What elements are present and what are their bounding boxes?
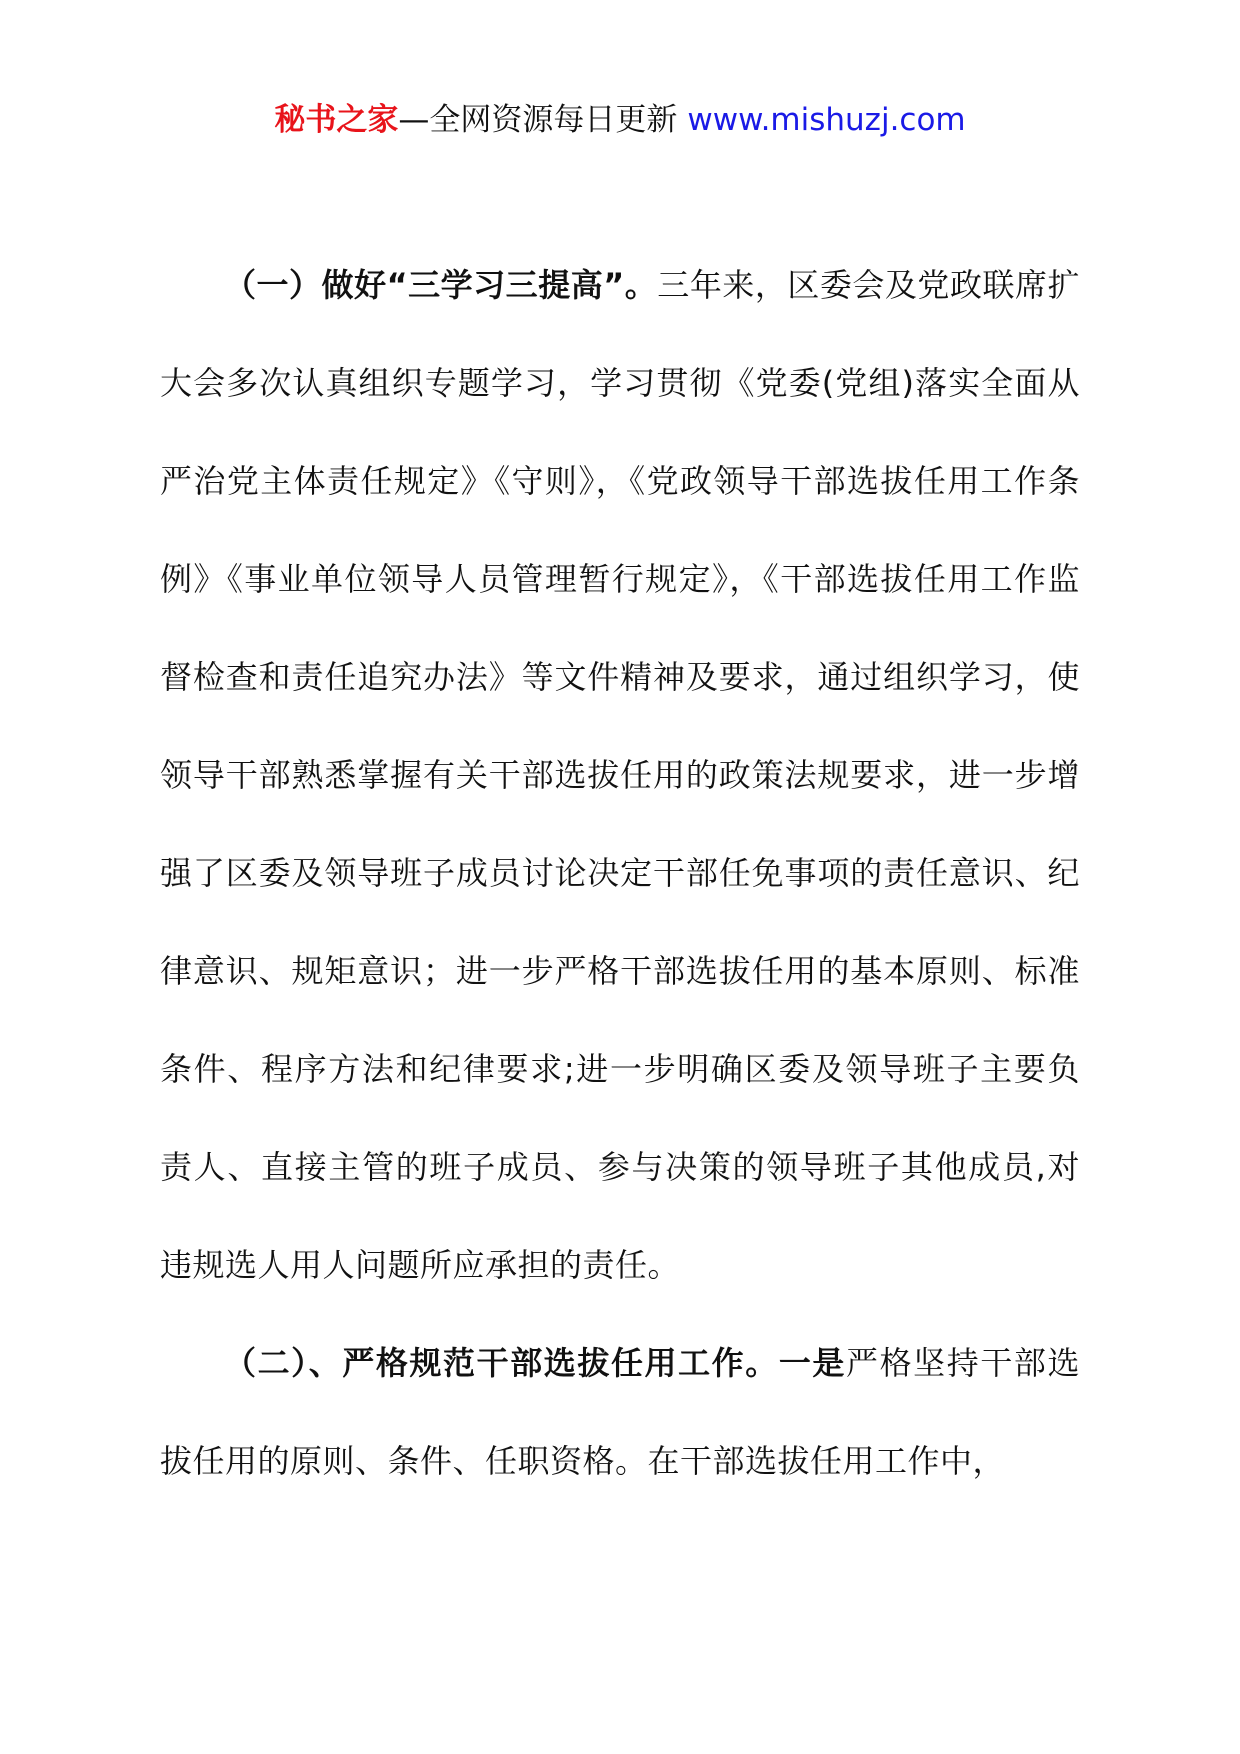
paragraph-2-text: 严格坚持干部选拔任用的原则、条件、任职资格。在干部选拔任用工作中， xyxy=(160,1344,1080,1480)
site-url-link[interactable]: www.mishuzj.com xyxy=(687,102,966,138)
paragraph-2 xyxy=(160,1314,1080,1510)
site-brand: 秘书之家 xyxy=(274,102,399,138)
document-body xyxy=(160,236,1080,1510)
paragraph-2-heading: （二）、严格规范干部选拔任用工作。 xyxy=(224,1344,779,1382)
page-header xyxy=(0,100,1240,140)
paragraph-1-heading: （一）做好“三学习三提高”。 xyxy=(224,266,658,304)
site-tagline: —全网资源每日更新 xyxy=(398,102,678,138)
paragraph-2-lead-marker: 一是 xyxy=(778,1344,847,1382)
paragraph-1 xyxy=(160,236,1080,1314)
paragraph-1-text: 三年来，区委会及党政联席扩大会多次认真组织专题学习，学习贯彻《党委(党组)落实全面从严治党主体责任规定》《守则》，《党政领导干部选拔任用工作条例》《事业单位领导人员管理暂行规定》，《干部选拔任用工作监督检查和责任追究办法》等文件精神及要求，通过组织学习，使领导干部熟悉掌握有关干部选拔任用的政策法规要求，进一步增强了区委及领导班子成员讨论决定干部任免事项的责任意识、纪律意识、规矩意识；进一步严格干部选拔任用的基本原则、标准条件、程序方法和纪律要求;进一步明确区委及领导班子主要负责人、直接主管的班子成员、参与决策的领导班子其他成员,对违规选人用人问题所应承担的责任。 xyxy=(160,266,1080,1284)
